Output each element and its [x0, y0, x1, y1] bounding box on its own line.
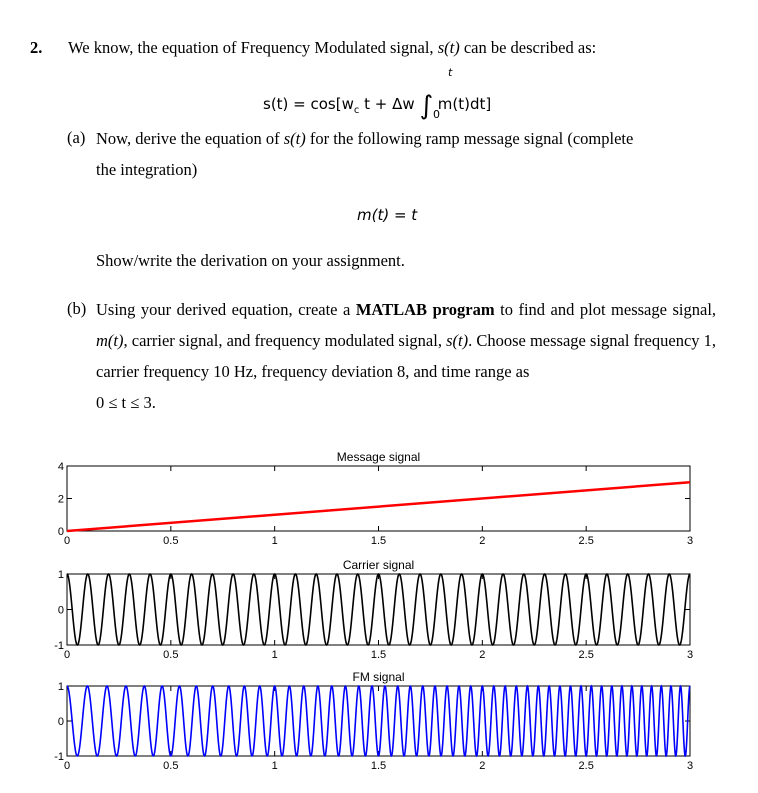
part-a-text-1: Now, derive the equation of [96, 129, 280, 148]
x-tick-label-3-0: 0 [63, 760, 71, 772]
part-a-label: (a) [67, 128, 86, 147]
part-b-matlab: MATLAB program [355, 300, 495, 319]
part-b-label: (b) [67, 299, 87, 318]
part-a-show: Show/write the derivation on your assignment. [96, 251, 405, 270]
y-tick-label-1-2: 4 [57, 461, 64, 473]
fm-equation [263, 86, 492, 121]
x-tick-label-3-6: 3 [686, 760, 694, 772]
part-b-text-8: . Choose message [468, 331, 586, 350]
equation-lhs: s(t) = cos[w [263, 95, 354, 113]
integral-lower-limit: 0 [433, 108, 440, 121]
x-tick-label-1-2: 1 [271, 535, 278, 547]
part-b-text-1: Using your derived equation, create a [96, 300, 351, 319]
intro-symbol: s(t) [437, 38, 460, 57]
x-tick-label-2-3: 1.5 [370, 649, 387, 661]
x-tick-label-2-4: 2 [479, 649, 486, 661]
chart-title-1: Message signal [336, 450, 421, 464]
x-tick-label-2-2: 1 [271, 649, 278, 661]
part-b-symbol-s: s(t) [446, 331, 469, 350]
y-tick-label-2-0: -1 [54, 640, 64, 652]
part-b-symbol-m: m(t) [96, 331, 124, 350]
equation-subscript: c [353, 105, 360, 116]
x-tick-label-1-1: 0.5 [163, 535, 179, 547]
chart-title-2: Carrier signal [342, 558, 415, 572]
equation-rhs: m(t)dt] [437, 95, 492, 113]
question-number: 2. [30, 38, 43, 57]
x-tick-label-1-6: 3 [686, 535, 694, 547]
part-a-text-2: for the following ramp message signal (complete [309, 129, 634, 148]
y-tick-label-3-2: 1 [57, 681, 64, 693]
part-b-text-3: to find and plot message [500, 300, 667, 319]
y-tick-label-1-0: 0 [57, 526, 64, 538]
x-tick-label-2-1: 0.5 [163, 649, 179, 661]
part-a-symbol: s(t) [283, 129, 306, 148]
x-tick-label-3-1: 0.5 [163, 760, 179, 772]
question-intro [68, 38, 596, 58]
x-tick-label-2-0: 0 [63, 649, 71, 661]
x-tick-label-1-3: 1.5 [370, 535, 387, 547]
x-tick-label-3-5: 2.5 [578, 760, 594, 772]
part-a-text-3: the integration) [96, 160, 198, 179]
part-b-text-4: signal, [672, 300, 717, 319]
x-tick-label-3-2: 1 [271, 760, 278, 772]
x-tick-label-3-4: 2 [479, 760, 486, 772]
y-tick-label-3-1: 0 [57, 716, 64, 728]
y-tick-label-1-1: 2 [57, 493, 64, 506]
x-tick-label-2-5: 2.5 [578, 649, 594, 661]
axes-box-2 [67, 574, 690, 645]
matlab-figure [0, 413, 758, 793]
message-equation: m(t) = t [357, 206, 418, 224]
integral-upper-limit: t [448, 66, 453, 79]
axes-box-1 [67, 466, 690, 531]
part-b-text-9: signal frequency 1, carrier frequency 10 Hz, frequency deviation 8, and time range as [96, 331, 717, 381]
x-tick-label-1-4: 2 [479, 535, 486, 547]
intro-text-b: can be described as: [463, 38, 597, 57]
x-tick-label-2-6: 3 [686, 649, 694, 661]
y-tick-label-2-2: 1 [57, 569, 64, 581]
x-tick-label-1-0: 0 [63, 535, 71, 547]
y-tick-label-2-1: 0 [57, 604, 64, 617]
part-b-text [96, 294, 716, 418]
part-b-range: 0 ≤ t ≤ 3. [96, 393, 156, 412]
part-b-text-6: , carrier signal, and frequency modulated signal, [123, 331, 442, 350]
y-tick-label-3-0: -1 [54, 751, 64, 763]
integral-sign: ∫ [419, 91, 433, 121]
intro-text-a: We know, the equation of Frequency Modulated signal, [68, 38, 434, 57]
equation-mid: t + Δw [364, 95, 415, 113]
part-a-text [96, 123, 716, 185]
x-tick-label-3-3: 1.5 [370, 760, 387, 772]
x-tick-label-1-5: 2.5 [578, 535, 594, 547]
chart-title-3: FM signal [352, 670, 405, 684]
